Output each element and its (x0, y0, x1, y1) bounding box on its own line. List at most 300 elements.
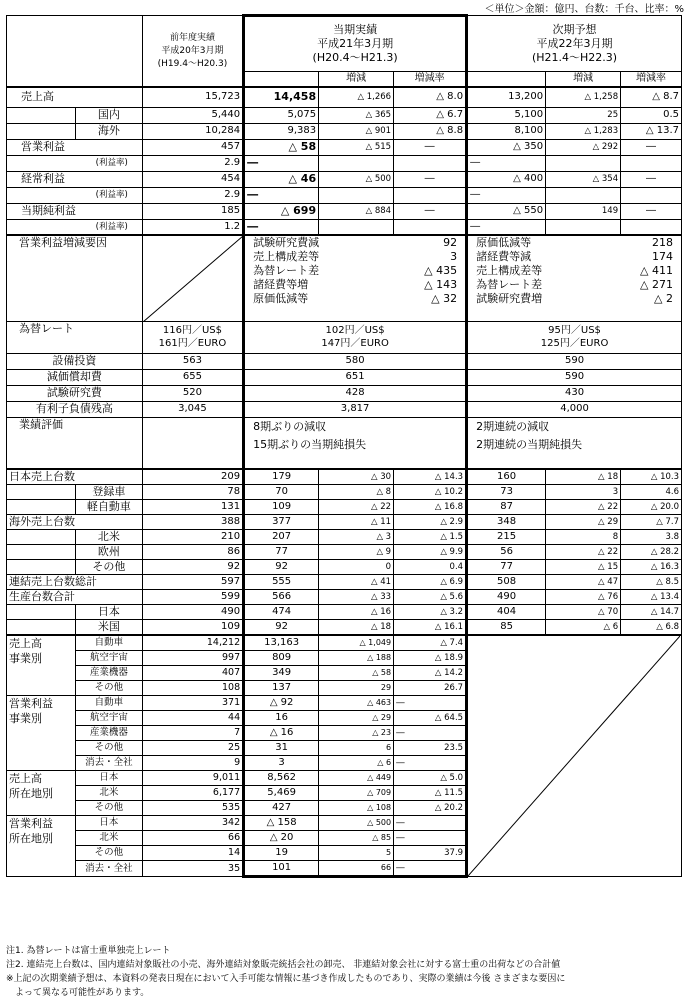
row-label: 北米 (75, 530, 142, 545)
curr-value: 207 (244, 530, 319, 545)
header-curr-line: 平成21年3月期 (317, 37, 394, 50)
next-value: 348 (467, 515, 546, 530)
factor-name: 為替レート差 (253, 264, 320, 277)
fx-next-line: 95円／US$ (548, 325, 601, 336)
prev-value: 2.9 (142, 155, 243, 171)
fx-curr-line: 102円／US$ (325, 325, 385, 336)
row-indent (7, 500, 76, 515)
curr-rate: ― (394, 831, 467, 846)
next-change: 8 (546, 530, 621, 545)
next-rate: △ 8.7 (621, 87, 682, 107)
header-change: 増減 (546, 72, 621, 88)
fx-curr (244, 321, 467, 353)
simple-label: 有利子負債残高 (7, 401, 143, 417)
header-curr (244, 16, 467, 72)
row-label: 軽自動車 (75, 500, 142, 515)
factor-value: △ 271 (640, 278, 673, 291)
curr-change (319, 155, 394, 171)
eval-next-line: 2期連続の当期純損失 (476, 437, 583, 451)
curr-value: 179 (244, 469, 319, 485)
segment-item: 北米 (75, 786, 142, 801)
segment-label-line: 営業利益 (9, 697, 53, 710)
next-value: ― (467, 187, 546, 203)
eval-curr-line: 15期ぶりの当期純損失 (253, 437, 367, 451)
next-value: △ 350 (467, 139, 546, 155)
factor-name: 為替レート差 (476, 278, 543, 291)
curr-value: △ 58 (244, 139, 319, 155)
simple-next: 590 (467, 369, 682, 385)
factor-name: 売上構成差等 (253, 250, 320, 263)
segment-label (7, 635, 76, 696)
simple-prev: 3,045 (142, 401, 243, 417)
simple-prev: 563 (142, 353, 243, 369)
eval-label: 業績評価 (7, 417, 143, 469)
factor-item (253, 250, 457, 264)
curr-rate: △ 16.8 (394, 500, 467, 515)
prev-value: 6,177 (142, 786, 243, 801)
header-blank (7, 16, 143, 88)
factor-item (476, 264, 673, 278)
next-rate: ― (621, 171, 682, 187)
factor-item (476, 278, 673, 292)
row-indent (7, 530, 76, 545)
curr-change: 0 (319, 560, 394, 575)
factor-name: 諸経費等減 (476, 250, 532, 263)
units-row (7, 530, 682, 545)
units-row (7, 515, 682, 530)
fx-next-line: 125円／EURO (540, 338, 609, 349)
curr-value: 92 (244, 560, 319, 575)
units-row (7, 469, 682, 485)
pl-row (7, 171, 682, 187)
segment-label-line: 所在地別 (9, 787, 53, 800)
fx-curr-line: 147円／EURO (321, 338, 389, 349)
header-rate: 増減率 (621, 72, 682, 88)
header-prev (142, 16, 243, 88)
factor-item (476, 250, 673, 264)
segment-label-line: 売上高 (9, 772, 42, 785)
next-value: 5,100 (467, 107, 546, 123)
curr-rate: ― (394, 139, 467, 155)
pl-row (7, 123, 682, 139)
curr-value: ― (244, 219, 319, 235)
prev-value: 388 (142, 515, 243, 530)
segment-label-line: 事業別 (9, 712, 42, 725)
curr-change: △ 515 (319, 139, 394, 155)
prev-value: 108 (142, 681, 243, 696)
segment-item: 日本 (75, 771, 142, 786)
pl-row (7, 139, 682, 155)
factor-value: △ 143 (424, 278, 458, 291)
segment-item: 自動車 (75, 635, 142, 651)
curr-change: △ 463 (319, 696, 394, 711)
row-label: 日本 (75, 605, 142, 620)
curr-value: 377 (244, 515, 319, 530)
prev-value: 78 (142, 485, 243, 500)
curr-value: ― (244, 187, 319, 203)
financial-summary-table (6, 14, 682, 878)
row-label: 生産台数合計 (7, 590, 143, 605)
curr-rate: △ 20.2 (394, 801, 467, 816)
curr-change: △ 188 (319, 651, 394, 666)
unit-note: ＜単位＞金額：億円、台数：千台、比率：% (484, 4, 684, 15)
next-rate: △ 7.7 (621, 515, 682, 530)
next-rate: 3.8 (621, 530, 682, 545)
curr-change: △ 85 (319, 831, 394, 846)
next-value: 87 (467, 500, 546, 515)
row-label: (利益率) (7, 155, 143, 171)
prev-value: 7 (142, 726, 243, 741)
row-indent (7, 560, 76, 575)
fx-prev (142, 321, 243, 353)
next-value: 56 (467, 545, 546, 560)
row-indent (7, 107, 76, 123)
row-label: 経常利益 (7, 171, 143, 187)
next-rate: △ 13.7 (621, 123, 682, 139)
prev-value: 210 (142, 530, 243, 545)
next-change: △ 22 (546, 500, 621, 515)
prev-value: 35 (142, 861, 243, 877)
curr-rate: ― (394, 861, 467, 877)
factor-curr (244, 235, 467, 321)
curr-value: 809 (244, 651, 319, 666)
row-label: 欧州 (75, 545, 142, 560)
segment-item: その他 (75, 741, 142, 756)
next-change: △ 292 (546, 139, 621, 155)
next-value: 404 (467, 605, 546, 620)
next-change: △ 6 (546, 620, 621, 636)
curr-rate: 0.4 (394, 560, 467, 575)
curr-value: 566 (244, 590, 319, 605)
diagonal-line (143, 236, 243, 321)
curr-value: 555 (244, 575, 319, 590)
segment-item: その他 (75, 846, 142, 861)
row-label: 海外 (75, 123, 142, 139)
curr-rate: △ 14.2 (394, 666, 467, 681)
row-label: 米国 (75, 620, 142, 636)
curr-change: △ 29 (319, 711, 394, 726)
curr-rate: △ 1.5 (394, 530, 467, 545)
curr-change: △ 3 (319, 530, 394, 545)
pl-row (7, 155, 682, 171)
factor-label: 営業利益増減要因 (7, 235, 143, 321)
curr-rate (394, 187, 467, 203)
factor-name: 原価低減等 (253, 292, 309, 305)
units-row (7, 620, 682, 636)
prev-value: 1.2 (142, 219, 243, 235)
prev-value: 2.9 (142, 187, 243, 203)
prev-value: 131 (142, 500, 243, 515)
header-next-value-blank (467, 72, 546, 88)
prev-value: 209 (142, 469, 243, 485)
prev-value: 14 (142, 846, 243, 861)
next-change (546, 155, 621, 171)
factor-item (476, 236, 673, 250)
curr-value: 5,075 (244, 107, 319, 123)
simple-row (7, 385, 682, 401)
units-row (7, 560, 682, 575)
next-change: △ 70 (546, 605, 621, 620)
segment-item: 消去・全社 (75, 756, 142, 771)
header-curr-line: 当期実績 (333, 23, 378, 36)
curr-change: △ 1,049 (319, 635, 394, 651)
next-change: △ 1,283 (546, 123, 621, 139)
segment-item: その他 (75, 681, 142, 696)
row-label: 国内 (75, 107, 142, 123)
next-rate: △ 6.8 (621, 620, 682, 636)
curr-value: 16 (244, 711, 319, 726)
curr-change (319, 219, 394, 235)
simple-curr: 580 (244, 353, 467, 369)
pl-row (7, 187, 682, 203)
curr-value: 19 (244, 846, 319, 861)
row-label: 海外売上台数 (7, 515, 143, 530)
next-change: 3 (546, 485, 621, 500)
curr-rate: △ 14.3 (394, 469, 467, 485)
note-1: 注1. 為替レートは富士重単独売上レート (6, 946, 171, 956)
factor-name: 原価低減等 (476, 236, 532, 249)
curr-value: 3 (244, 756, 319, 771)
prev-value: 109 (142, 620, 243, 636)
row-label: (利益率) (7, 187, 143, 203)
curr-change: △ 33 (319, 590, 394, 605)
curr-rate: △ 6.9 (394, 575, 467, 590)
next-change: △ 29 (546, 515, 621, 530)
curr-change: △ 500 (319, 816, 394, 831)
curr-change: 6 (319, 741, 394, 756)
prev-value: 86 (142, 545, 243, 560)
prev-value: 342 (142, 816, 243, 831)
eval-next-line: 2期連続の減収 (476, 419, 550, 433)
next-rate: △ 16.3 (621, 560, 682, 575)
units-row (7, 605, 682, 620)
curr-value: 109 (244, 500, 319, 515)
next-change: 149 (546, 203, 621, 219)
next-change (546, 187, 621, 203)
curr-change: △ 1,266 (319, 87, 394, 107)
next-rate: ― (621, 203, 682, 219)
units-row (7, 500, 682, 515)
curr-change: 29 (319, 681, 394, 696)
prev-value: 9 (142, 756, 243, 771)
segment-item: 日本 (75, 816, 142, 831)
next-value: 215 (467, 530, 546, 545)
curr-change: △ 11 (319, 515, 394, 530)
next-rate (621, 219, 682, 235)
factor-value: △ 435 (424, 264, 458, 277)
pl-row (7, 219, 682, 235)
simple-next: 590 (467, 353, 682, 369)
curr-change: △ 18 (319, 620, 394, 636)
curr-change: △ 22 (319, 500, 394, 515)
next-rate: △ 20.0 (621, 500, 682, 515)
curr-value: △ 16 (244, 726, 319, 741)
row-label: 売上高 (7, 87, 143, 107)
curr-value: 427 (244, 801, 319, 816)
simple-prev: 655 (142, 369, 243, 385)
row-label: (利益率) (7, 219, 143, 235)
factor-name: 売上構成差等 (476, 264, 543, 277)
next-rate: 0.5 (621, 107, 682, 123)
next-value: 13,200 (467, 87, 546, 107)
prev-value: 66 (142, 831, 243, 846)
curr-value: 474 (244, 605, 319, 620)
next-change: △ 22 (546, 545, 621, 560)
factor-item (253, 236, 457, 250)
curr-value: △ 20 (244, 831, 319, 846)
curr-change: △ 9 (319, 545, 394, 560)
curr-rate (394, 219, 467, 235)
curr-rate: △ 10.2 (394, 485, 467, 500)
segment-item: その他 (75, 801, 142, 816)
prev-value: 25 (142, 741, 243, 756)
footnotes (6, 944, 686, 1000)
segment-item: 北米 (75, 831, 142, 846)
prev-value: 597 (142, 575, 243, 590)
prev-value: 490 (142, 605, 243, 620)
header-next-line: 平成22年3月期 (536, 36, 613, 50)
prev-value: 92 (142, 560, 243, 575)
next-rate: △ 13.4 (621, 590, 682, 605)
header-next-line: (H21.4～H22.3) (531, 50, 618, 64)
prev-value: 14,212 (142, 635, 243, 651)
row-label: 当期純利益 (7, 203, 143, 219)
curr-value: 31 (244, 741, 319, 756)
simple-row (7, 353, 682, 369)
units-row (7, 575, 682, 590)
next-change: △ 354 (546, 171, 621, 187)
factor-value: 218 (652, 236, 673, 249)
curr-change: △ 901 (319, 123, 394, 139)
next-change: △ 1,258 (546, 87, 621, 107)
curr-value: △ 92 (244, 696, 319, 711)
factor-name: 諸経費等増 (253, 278, 309, 291)
curr-value: △ 699 (244, 203, 319, 219)
segment-label-line: 売上高 (9, 637, 42, 650)
curr-value: 70 (244, 485, 319, 500)
curr-change: △ 884 (319, 203, 394, 219)
curr-change: △ 16 (319, 605, 394, 620)
prev-value: 535 (142, 801, 243, 816)
curr-rate: △ 5.0 (394, 771, 467, 786)
note-3: ※上記の次期業績予想は、本資料の発表日現在において入手可能な情報に基づき作成したものであり、実際の業績は今後 さまざまな要因に (6, 974, 566, 984)
factor-value: △ 411 (640, 264, 673, 277)
prev-value: 997 (142, 651, 243, 666)
next-rate: △ 8.5 (621, 575, 682, 590)
curr-value: 92 (244, 620, 319, 636)
curr-rate: △ 9.9 (394, 545, 467, 560)
curr-rate: △ 2.9 (394, 515, 467, 530)
factor-item (476, 292, 673, 306)
curr-rate: △ 8.8 (394, 123, 467, 139)
curr-rate: 23.5 (394, 741, 467, 756)
prev-value: 457 (142, 139, 243, 155)
curr-value: 8,562 (244, 771, 319, 786)
header-prev-line: 平成20年3月期 (161, 45, 224, 56)
curr-rate: △ 64.5 (394, 711, 467, 726)
header-prev-line: (H19.4～H20.3) (157, 58, 228, 69)
simple-label: 減価償却費 (7, 369, 143, 385)
factor-value: 3 (450, 250, 458, 263)
segment-row (7, 635, 682, 651)
eval-curr-line: 8期ぶりの減収 (253, 419, 327, 433)
curr-change: 66 (319, 861, 394, 877)
next-change (546, 219, 621, 235)
factor-prev-blank (142, 235, 243, 321)
factor-value: △ 2 (654, 292, 673, 305)
next-value: 160 (467, 469, 546, 485)
units-row (7, 590, 682, 605)
curr-value: 9,383 (244, 123, 319, 139)
segment-item: 自動車 (75, 696, 142, 711)
segment-label-line: 所在地別 (9, 832, 53, 845)
row-indent (7, 605, 76, 620)
curr-rate: ― (394, 756, 467, 771)
row-label: 営業利益 (7, 139, 143, 155)
next-change: △ 15 (546, 560, 621, 575)
curr-value: 137 (244, 681, 319, 696)
segment-label-line: 営業利益 (9, 817, 53, 830)
next-rate: △ 28.2 (621, 545, 682, 560)
next-change: △ 18 (546, 469, 621, 485)
next-change: △ 47 (546, 575, 621, 590)
factor-row (7, 235, 682, 321)
units-row (7, 485, 682, 500)
curr-rate: △ 7.4 (394, 635, 467, 651)
simple-row (7, 369, 682, 385)
next-value: 490 (467, 590, 546, 605)
next-value: △ 400 (467, 171, 546, 187)
curr-change: △ 709 (319, 786, 394, 801)
prev-value: 371 (142, 696, 243, 711)
next-rate: △ 10.3 (621, 469, 682, 485)
header-curr-value-blank (244, 72, 319, 88)
segment-label-line: 事業別 (9, 652, 42, 665)
next-rate (621, 187, 682, 203)
factor-name: 試験研究費増 (476, 292, 543, 305)
simple-curr: 428 (244, 385, 467, 401)
prev-value: 10,284 (142, 123, 243, 139)
curr-rate: △ 8.0 (394, 87, 467, 107)
curr-value: 14,458 (244, 87, 319, 107)
next-rate: ― (621, 139, 682, 155)
header-change: 増減 (319, 72, 394, 88)
next-value: 508 (467, 575, 546, 590)
units-row (7, 545, 682, 560)
simple-row (7, 401, 682, 417)
curr-change: △ 41 (319, 575, 394, 590)
next-value: 85 (467, 620, 546, 636)
prev-value: 454 (142, 171, 243, 187)
curr-rate: △ 11.5 (394, 786, 467, 801)
curr-rate: ― (394, 816, 467, 831)
factor-item (253, 278, 457, 292)
segment-item: 消去・全社 (75, 861, 142, 877)
curr-value: △ 158 (244, 816, 319, 831)
factor-value: 174 (652, 250, 673, 263)
fx-prev-line: 161円／EURO (158, 338, 227, 349)
eval-prev-blank (142, 417, 243, 469)
curr-value: 77 (244, 545, 319, 560)
row-label: 連結売上台数総計 (7, 575, 143, 590)
factor-value: △ 32 (431, 292, 458, 305)
next-value: 77 (467, 560, 546, 575)
curr-value: ― (244, 155, 319, 171)
curr-rate: △ 6.7 (394, 107, 467, 123)
prev-value: 5,440 (142, 107, 243, 123)
segment-item: 航空宇宙 (75, 711, 142, 726)
note-2: 注2. 連結売上台数は、国内連結対象販社の小売、海外連結対象販売統括会社の卸売、 非連結対象会社に対する富士重の出荷などの合計値 (6, 960, 561, 970)
